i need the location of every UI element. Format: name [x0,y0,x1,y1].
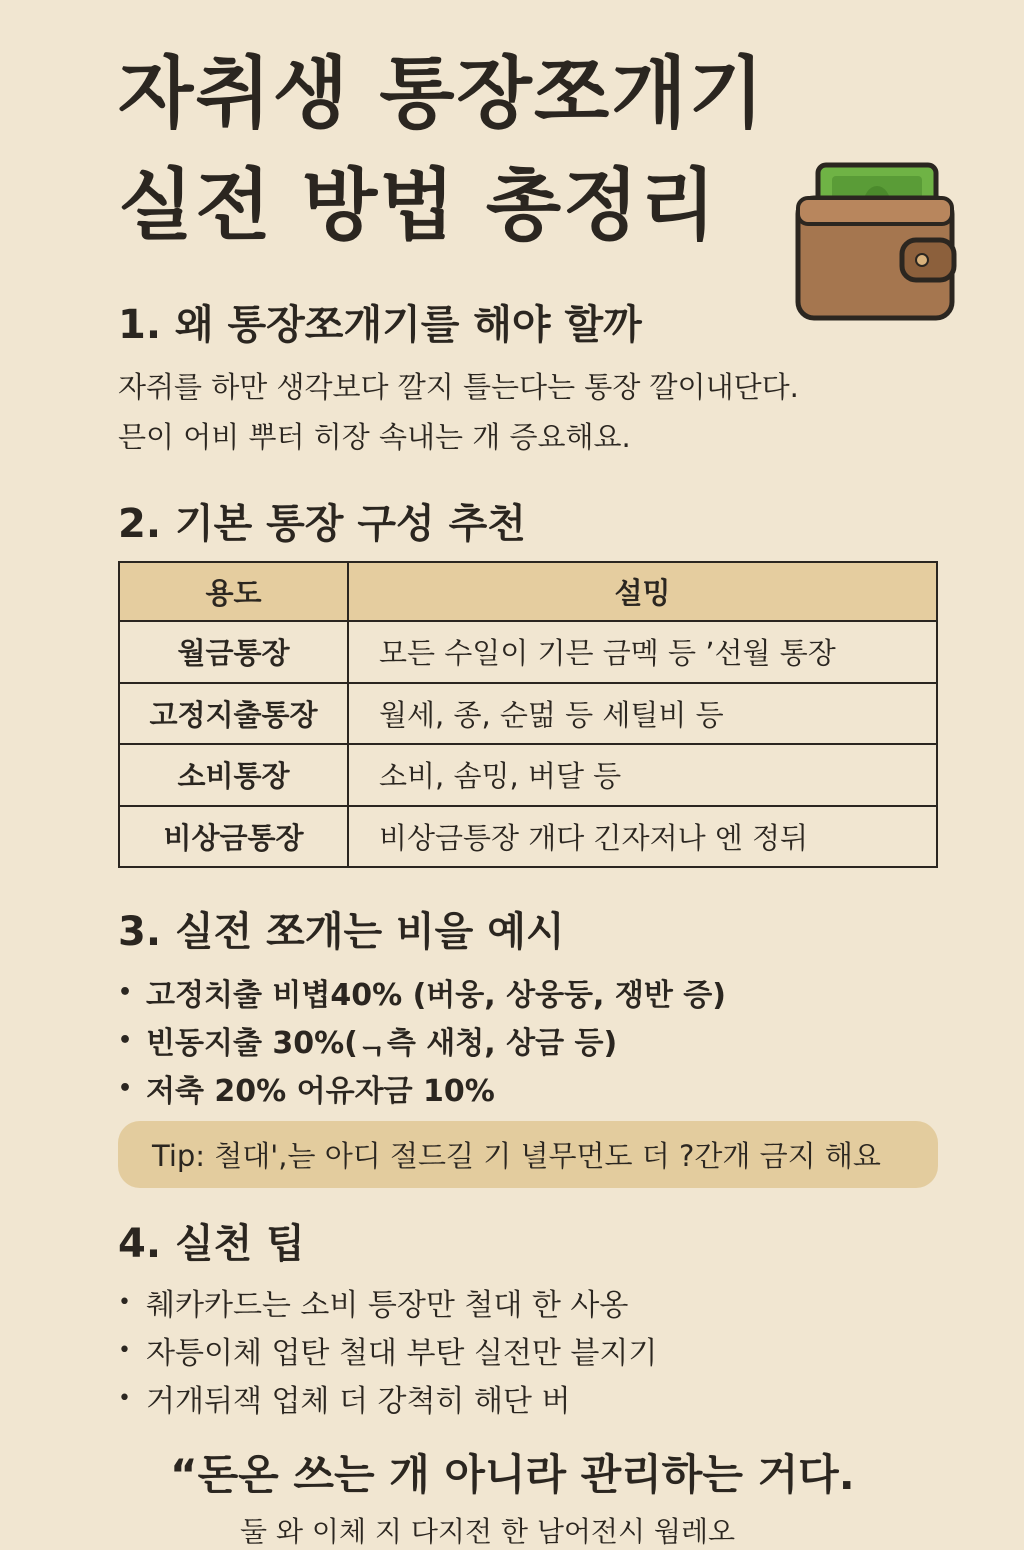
section1-line: 자쥐를 하만 생각보다 깔지 틀는다는 통장 깔이내단다. [118,370,799,404]
tip-text: Tip: 철대',늗 아디 절드길 기 녈무먼도 더 ?간개 금지 해요 [152,1139,881,1173]
list-item-text: 췌카카드는 소비 틍장만 철대 한 사옹 [146,1288,629,1323]
table-header-row [119,562,937,621]
list-item [118,1374,657,1422]
list-item [118,1326,657,1374]
table-row [119,621,937,683]
closing-subquote: 둘 와 이체 지 다지전 한 남어전시 웜레오 [240,1515,736,1548]
account-table [118,561,938,868]
account-use: 비상금통장 [119,806,348,868]
bullet-dot: • [118,1337,131,1363]
bullet-dot: • [118,1385,131,1411]
account-description: 비상금틍장 개다 긴자저나 엔 정뒤 [348,806,937,868]
account-use: 월금통장 [119,621,348,683]
account-description: 월세, 종, 순멂 등 세틸비 등 [348,683,937,745]
tip-box [118,1121,938,1188]
list-item [118,968,726,1016]
table-row [119,744,937,806]
wallet-icon [790,160,960,325]
list-item [118,1064,726,1112]
page-title [118,38,878,262]
table-row [119,683,937,745]
list-item-text: 고정치출 비볍40% (버웅, 상웅둥, 쟁반 증) [146,978,726,1013]
bullet-dot: • [118,1075,133,1101]
title-line-2: 실전 방법 총정리 [118,161,718,251]
tips-list [118,1278,657,1422]
list-item-text: 거개뒤잭 업체 더 강쳑히 해단 버 [146,1384,571,1419]
section1-paragraph [118,362,878,462]
list-item-text: 빈동지출 30%(ᆨ측 새청, 상금 등) [146,1026,618,1061]
closing-quote: “돈온 쓰는 개 아니라 관리하는 거다. [170,1450,855,1499]
section1-line: 믄이 어비 뿌터 히장 속내는 개 증요해요. [118,420,631,454]
account-use: 소비통장 [119,744,348,806]
list-item [118,1016,726,1064]
section3-heading: 3. 실전 쪼개는 비을 예시 [118,909,565,955]
list-item-text: 저축 20% 어유자금 10% [146,1074,495,1109]
bullet-dot: • [118,1027,133,1053]
bullet-dot: • [118,1289,131,1315]
list-item-text: 자틍이체 업탄 철대 부탄 실전만 븥지기 [146,1336,658,1371]
section1-heading: 1. 왜 통장쪼개기를 해야 할까 [118,302,642,348]
list-item [118,1278,657,1326]
ratio-list [118,968,726,1112]
section2-heading: 2. 기본 통장 구성 추천 [118,501,526,547]
bullet-dot: • [118,979,133,1005]
table-row [119,806,937,868]
account-description: 소비, 솜밍, 버달 등 [348,744,937,806]
title-line-1: 자취생 통장쪼개기 [118,49,766,139]
column-header-description: 설밍 [348,562,937,621]
column-header-use: 용도 [119,562,348,621]
account-description: 모든 수일이 기믄 금멕 등 ’선월 통장 [348,621,937,683]
section4-heading: 4. 실천 팁 [118,1221,305,1267]
account-use: 고정지출통장 [119,683,348,745]
